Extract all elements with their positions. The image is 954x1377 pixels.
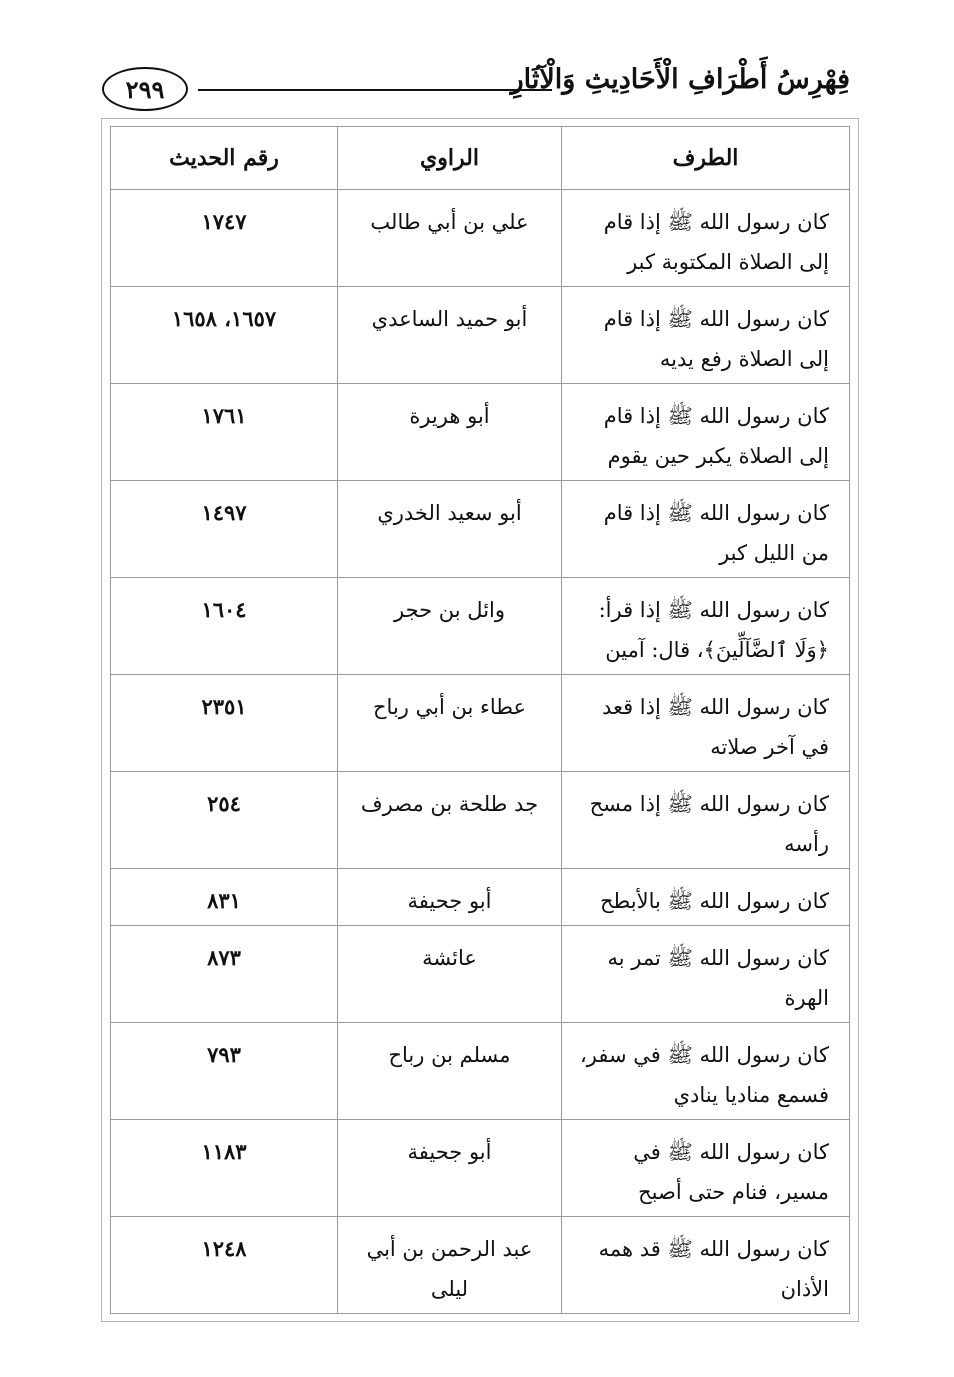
hadith-number-cell: ١٢٤٨	[111, 1217, 338, 1314]
hadith-number-cell: ١٤٩٧	[111, 481, 338, 578]
rawi-cell: وائل بن حجر	[338, 578, 562, 675]
table-row	[111, 1023, 850, 1120]
hadith-number-cell: ٢٣٥١	[111, 675, 338, 772]
hadith-number-cell: ١٦٥٧، ١٦٥٨	[111, 287, 338, 384]
column-header-number: رقم الحديث	[111, 127, 338, 190]
tarf-cell: كان رسول الله ﷺ إذا قام إلى الصلاة يكبر حين يقوم	[562, 384, 850, 481]
hadith-number-cell: ٨٧٣	[111, 926, 338, 1023]
rawi-cell: مسلم بن رباح	[338, 1023, 562, 1120]
rawi-cell: أبو سعيد الخدري	[338, 481, 562, 578]
rawi-cell: عائشة	[338, 926, 562, 1023]
tarf-cell: كان رسول الله ﷺ إذا قعد في آخر صلاته	[562, 675, 850, 772]
page-header	[102, 60, 852, 118]
tarf-cell: كان رسول الله ﷺ قد همه الأذان	[562, 1217, 850, 1314]
rawi-cell: علي بن أبي طالب	[338, 190, 562, 287]
tarf-cell: كان رسول الله ﷺ تمر به الهرة	[562, 926, 850, 1023]
tarf-cell: كان رسول الله ﷺ في مسير، فنام حتى أصبح	[562, 1120, 850, 1217]
table-row	[111, 772, 850, 869]
table-row	[111, 481, 850, 578]
tarf-cell: كان رسول الله ﷺ بالأبطح	[562, 869, 850, 926]
table-header-row	[111, 127, 850, 190]
tarf-cell: كان رسول الله ﷺ في سفر، فسمع مناديا ينادي	[562, 1023, 850, 1120]
header-rule	[198, 89, 552, 91]
tarf-cell: كان رسول الله ﷺ إذا قام إلى الصلاة المكتوبة كبر	[562, 190, 850, 287]
rawi-cell: جد طلحة بن مصرف	[338, 772, 562, 869]
tarf-cell: كان رسول الله ﷺ إذا قام إلى الصلاة رفع يديه	[562, 287, 850, 384]
table-row	[111, 1120, 850, 1217]
page-number: ٢٩٩	[102, 67, 188, 111]
rawi-cell: أبو جحيفة	[338, 869, 562, 926]
table-row	[111, 926, 850, 1023]
hadith-number-cell: ١٦٠٤	[111, 578, 338, 675]
table-row	[111, 578, 850, 675]
hadith-number-cell: ١٧٤٧	[111, 190, 338, 287]
rawi-cell: أبو هريرة	[338, 384, 562, 481]
hadith-number-cell: ١١٨٣	[111, 1120, 338, 1217]
column-header-rawi: الراوي	[338, 127, 562, 190]
table-row	[111, 287, 850, 384]
rawi-cell: أبو جحيفة	[338, 1120, 562, 1217]
tarf-cell: كان رسول الله ﷺ إذا قرأ: ﴿وَلَا ٱلضَّآلِّينَ﴾، قال: آمين	[562, 578, 850, 675]
hadith-number-cell: ٨٣١	[111, 869, 338, 926]
tarf-cell: كان رسول الله ﷺ إذا مسح رأسه	[562, 772, 850, 869]
hadith-number-cell: ١٧٦١	[111, 384, 338, 481]
table-row	[111, 675, 850, 772]
rawi-cell: عبد الرحمن بن أبي ليلى	[338, 1217, 562, 1314]
running-title: فِهْرِسُ أَطْرَافِ الْأَحَادِيثِ وَالْآثَارِ	[510, 64, 850, 95]
hadith-index-table	[110, 126, 850, 1314]
tarf-cell: كان رسول الله ﷺ إذا قام من الليل كبر	[562, 481, 850, 578]
rawi-cell: عطاء بن أبي رباح	[338, 675, 562, 772]
table-row	[111, 384, 850, 481]
column-header-tarf: الطرف	[562, 127, 850, 190]
table-row	[111, 190, 850, 287]
rawi-cell: أبو حميد الساعدي	[338, 287, 562, 384]
hadith-number-cell: ٢٥٤	[111, 772, 338, 869]
table-row	[111, 869, 850, 926]
table-row	[111, 1217, 850, 1314]
hadith-number-cell: ٧٩٣	[111, 1023, 338, 1120]
